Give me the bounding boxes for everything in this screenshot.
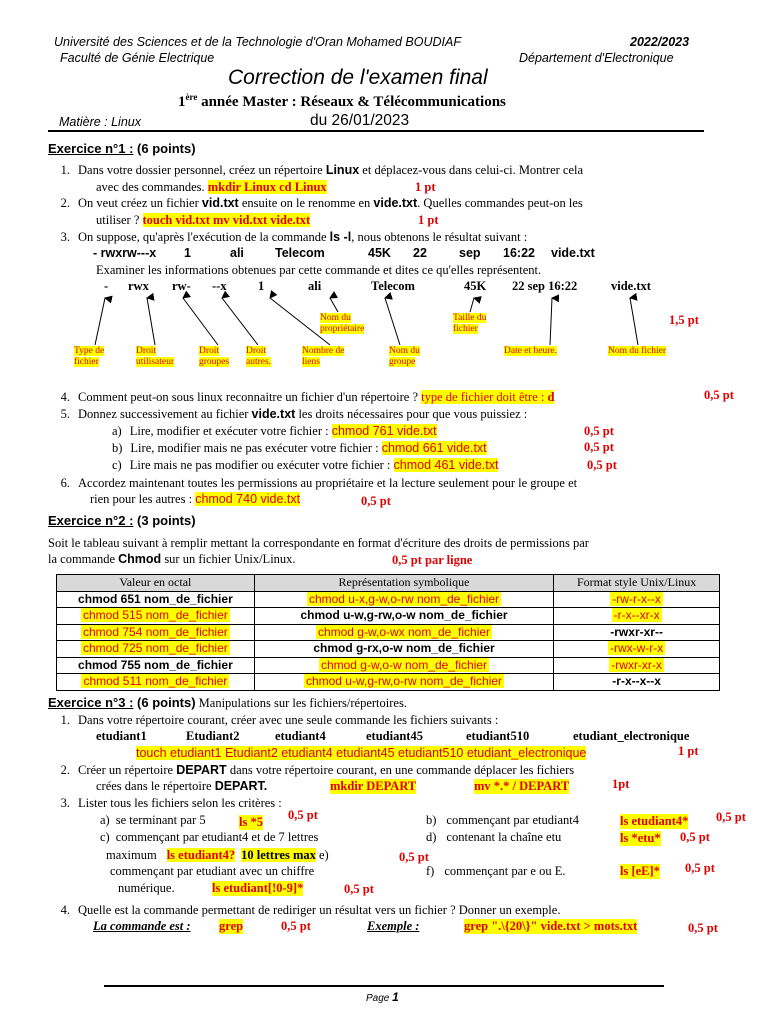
university-name: Université des Sciences et de la Technologie d'Oran Mohamed BOUDIAF: [54, 35, 461, 49]
ex3-q2: 2. Créer un répertoire DEPART dans votre répertoire courant, en une commande déplacer les fichiers: [60, 763, 575, 777]
department-name: Département d'Electronique: [519, 51, 674, 65]
table-row: chmod 511 nom_de_fichier chmod u-w,g-rw,o-rw nom_de_fichier -r-x--x--x: [57, 674, 720, 691]
ex1-q3-line3: Examiner les informations obtenues par cette commande et dites ce qu'elles représentent.: [96, 263, 542, 277]
ex3-q1: 1. Dans votre répertoire courant, créer avec une seule commande les fichiers suivants :: [60, 713, 499, 727]
col-header-unix: Format style Unix/Linux: [554, 575, 720, 592]
ex1-q6-line2: rien pour les autres : chmod 740 vide.txt: [90, 492, 301, 506]
ex2-intro-line2: la commande Chmod sur un fichier Unix/Linux.: [48, 552, 296, 566]
ex3-q3-d: d) contenant la chaîne etu: [426, 830, 562, 844]
ex3-q2-answer-mkdir: mkdir DEPART: [330, 779, 417, 793]
ex1-points: (6 points): [133, 141, 196, 156]
ex3-q3-c-points: 0,5 pt: [399, 850, 429, 864]
ex3-q3-b-points: 0,5 pt: [716, 810, 746, 824]
table-row: chmod 725 nom_de_fichier chmod g-rx,o-w nom_de_fichier -rwx-w-r-x: [57, 641, 720, 658]
table-row: chmod 755 nom_de_fichier chmod g-w,o-w nom_de_fichier -rwxr-xr-x: [57, 657, 720, 674]
ex3-q3-b: b) commençant par etudiant4: [426, 813, 580, 827]
ex1-q6-answer: chmod 740 vide.txt: [195, 492, 301, 506]
example-label: Exemple :: [367, 919, 420, 933]
label-taille: Taille du fichier: [453, 313, 487, 334]
label-nombre-liens: Nombre de liens: [302, 346, 345, 367]
ex1-q3: 3. On suppose, qu'après l'exécution de la commande ls -l, nous obtenons le résultat suivant :: [60, 230, 528, 244]
ex3-q1-points: 1 pt: [678, 744, 699, 758]
ex1-q2-points: 1 pt: [418, 213, 439, 227]
table-row: chmod 754 nom_de_fichier chmod g-w,o-wx nom_de_fichier -rwxr-xr--: [57, 624, 720, 641]
ex1-q2: 2. On veut créez un fichier vid.txt ensuite on le renomme en vide.txt. Quelles commandes peut-on les: [60, 196, 583, 210]
page-number: Page 1: [366, 990, 399, 1004]
ex3-q3-e-points: 0,5 pt: [344, 882, 374, 896]
ex3-q3-b-answer: ls etudiant4*: [620, 814, 689, 828]
permissions-table: [56, 574, 720, 691]
ex1-q1: 1. Dans votre dossier personnel, créez un répertoire Linux et déplacez-vous dans celui-ci. Montrer cela: [60, 163, 584, 177]
ex1-q1-answer: mkdir Linux cd Linux: [207, 180, 327, 194]
label-droit-autres: Droit autres.: [246, 346, 272, 367]
ex1-q3-points: 1,5 pt: [669, 313, 699, 327]
ex1-q1-line2: avec des commandes. mkdir Linux cd Linux: [96, 180, 327, 194]
ex3-q3-f-answer: ls [eE]*: [620, 864, 660, 878]
table-row: chmod 515 nom_de_fichier chmod u-w,g-rw,o-w nom_de_fichier -r-x--xr-x: [57, 608, 720, 625]
subtitle-rest: année Master : Réseaux & Télécommunications: [197, 94, 506, 110]
ex3-q3-d-answer: ls *etu*: [620, 831, 661, 845]
ex1-q5-b-points: 0,5 pt: [584, 440, 614, 454]
subtitle-sup: ère: [185, 92, 198, 102]
ex1-q5-c: c) Lire mais ne pas modifier ou exécuter votre fichier : chmod 461 vide.txt: [112, 458, 499, 472]
ex3-q3-a: a) se terminant par 5: [100, 813, 206, 827]
label-nom-proprietaire: Nom du propriétaire: [320, 313, 365, 334]
example-points: 0,5 pt: [688, 921, 718, 935]
label-nom-groupe: Nom du groupe: [389, 346, 420, 367]
table-row: chmod 651 nom_de_fichier chmod u-x,g-w,o-rw nom_de_fichier -rw-r-x--x: [57, 591, 720, 608]
ex3-q2-points: 1pt: [612, 777, 630, 791]
ex1-q5-a: a) Lire, modifier et exécuter votre fichier : chmod 761 vide.txt: [112, 424, 437, 438]
command-label: La commande est :: [93, 919, 191, 933]
label-nom-fichier: Nom du fichier: [608, 346, 667, 356]
ex1-q4: 4. Comment peut-on sous linux reconnaitre un fichier d'un répertoire ? type de fichier doit être : d: [60, 390, 555, 404]
matiere: Matière : Linux: [59, 115, 141, 129]
page-title: Correction de l'examen final: [228, 66, 488, 89]
academic-year: 2022/2023: [630, 35, 690, 49]
ex3-q3-f-points: 0,5 pt: [685, 861, 715, 875]
ex3-q3-c-line2: maximum ls etudiant4? 10 lettres max e): [106, 848, 329, 862]
ex1-q1-points: 1 pt: [415, 180, 436, 194]
ex2-title: Exercice n°2 : (3 points): [48, 513, 196, 528]
ex3-q3-e-answer: ls etudiant[!0-9]*: [212, 881, 304, 895]
label-type-fichier: Type de fichier: [74, 346, 105, 367]
ex1-q4-points: 0,5 pt: [704, 388, 734, 402]
col-header-symbolic: Représentation symbolique: [254, 575, 553, 592]
ex1-q5-b: b) Lire, modifier mais ne pas exécuter votre fichier : chmod 661 vide.txt: [112, 441, 487, 455]
ex2-points-per-line: 0,5 pt par ligne: [392, 553, 473, 567]
ex1-q2-answer: touch vid.txt mv vid.txt vide.txt: [142, 213, 311, 227]
ex1-q5-a-points: 0,5 pt: [584, 424, 614, 438]
col-header-octal: Valeur en octal: [57, 575, 255, 592]
table-header-row: [57, 575, 720, 592]
exam-date: du 26/01/2023: [310, 112, 410, 129]
ex1-title: [48, 141, 196, 156]
ex1-q4-answer: type de fichier doit être : d: [421, 390, 555, 404]
ex3-q1-files: etudiant1 Etudiant2 etudiant4 etudiant45 etudiant510 etudiant_electronique: [96, 729, 690, 743]
ex1-title-label: Exercice n°1 :: [48, 141, 134, 156]
ex3-q2-answer-mv: mv *.* / DEPART: [474, 779, 570, 793]
ex1-q5-c-points: 0,5 pt: [587, 458, 617, 472]
command-answer: grep: [219, 919, 244, 933]
ex3-q3-d-points: 0,5 pt: [680, 830, 710, 844]
ex3-q3-e: commençant par etudiant avec un chiffre: [110, 864, 315, 878]
ex3-q3-a-answer: ls *5: [239, 815, 263, 829]
example-answer: grep ".\{20\}" vide.txt > mots.txt: [464, 919, 638, 933]
header-rule: [48, 130, 704, 132]
label-droit-utilisateur: Droit utilisateur: [136, 346, 174, 367]
label-date-heure: Date et heure.: [504, 346, 558, 356]
ls-fields: - rwx rw- --x 1 ali Telecom 45K 22 sep 16:22 vide.txt: [104, 279, 651, 293]
page-subtitle: [178, 92, 506, 111]
ex3-q1-answer: touch etudiant1 Etudiant2 etudiant4 etudiant45 etudiant510 etudiant_electronique: [136, 746, 587, 760]
ex3-q3: 3. Lister tous les fichiers selon les critères :: [60, 796, 282, 810]
subtitle-ordinal: 1: [178, 94, 186, 110]
ex3-q2-line2: crées dans le répertoire DEPART.: [96, 779, 268, 793]
ex2-intro: Soit le tableau suivant à remplir mettant la correspondante en format d'écriture des droits de permissions par: [48, 536, 589, 550]
ex3-q4: 4. Quelle est la commande permettant de rediriger un résultat vers un fichier ? Donner un exemple.: [60, 903, 561, 917]
ex1-q2-line2: utiliser ? touch vid.txt mv vid.txt vide.txt: [96, 213, 311, 227]
ex3-q3-a-points: 0,5 pt: [288, 808, 318, 822]
label-droit-groupes: Droit groupes: [199, 346, 230, 367]
command-points: 0,5 pt: [281, 919, 311, 933]
faculty-name: Faculté de Génie Electrique: [60, 51, 215, 65]
ex3-q3-e-line2: numérique.: [118, 881, 175, 895]
ex3-title: Exercice n°3 : (6 points) Manipulations sur les fichiers/répertoires.: [48, 695, 407, 710]
footer-rule: [104, 985, 664, 987]
ex3-q3-c: c) commençant par etudiant4 et de 7 lettres: [100, 830, 319, 844]
ex1-q6: 6. Accordez maintenant toutes les permissions au propriétaire et la lecture seulement pour le groupe et: [60, 476, 578, 490]
ex3-q3-f: f) commençant par e ou E.: [426, 864, 566, 878]
ex1-q5: 5. Donnez successivement au fichier vide.txt les droits nécessaires pour que vous puissiez :: [60, 407, 528, 421]
ex1-q6-points: 0,5 pt: [361, 494, 391, 508]
